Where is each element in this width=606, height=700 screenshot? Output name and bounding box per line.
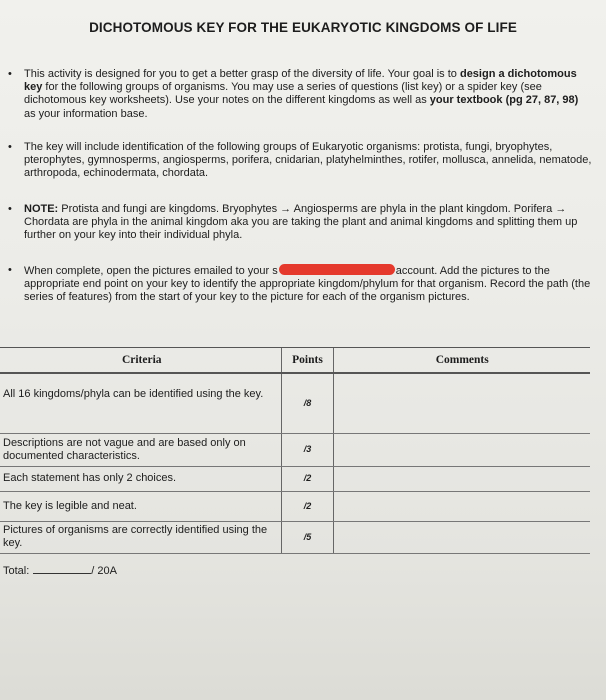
points-header: Points bbox=[281, 348, 334, 374]
criteria-cell: All 16 kingdoms/phyla can be identified using the key. bbox=[0, 373, 281, 433]
bullet-groups bbox=[8, 141, 592, 181]
points-cell: /8 bbox=[281, 373, 334, 433]
criteria-cell: The key is legible and neat. bbox=[0, 491, 281, 521]
note-text: Protista and fungi are kingdoms. Bryophytes → Angiosperms are phyla in the plant kingdom. Porifera → Chordata are phyla in the animal kingdom aka you are taking the plant and animal kingdoms and splitting them up further on your key into their individual phyla. bbox=[24, 203, 578, 242]
bullet-dot: • bbox=[8, 203, 12, 215]
comments-header: Comments bbox=[334, 348, 590, 374]
page-title: DICHOTOMOUS KEY FOR THE EUKARYOTIC KINGDOMS OF LIFE bbox=[89, 20, 517, 35]
total-label: Total: bbox=[3, 565, 30, 577]
criteria-cell: Pictures of organisms are correctly identified using the key. bbox=[0, 521, 281, 553]
table-row bbox=[0, 373, 590, 433]
intro-text-3: as your information base. bbox=[24, 107, 148, 120]
bullet-note bbox=[8, 203, 592, 243]
total-line bbox=[3, 565, 117, 577]
total-out-of: / 20A bbox=[91, 565, 117, 577]
points-cell: /2 bbox=[281, 466, 334, 491]
points-cell: /5 bbox=[281, 521, 334, 553]
instructions-text-1: When complete, open the pictures emailed to your s bbox=[24, 265, 278, 277]
groups-text: The key will include identification of the following groups of Eukaryotic organisms: protista, fungi, bryophytes, pterophytes, gymnosperms, angiosperms, porifera, cnidarian, platyhelminthes, rotifer, mollusca, annelida, nematode, arthropoda, echinodermata, chordata. bbox=[24, 141, 592, 180]
table-row bbox=[0, 491, 590, 521]
table-row bbox=[0, 433, 590, 466]
bullet-dot: • bbox=[8, 68, 12, 80]
intro-bold-2: your textbook (pg 27, 87, 98) bbox=[429, 94, 579, 107]
comments-cell bbox=[334, 373, 590, 433]
comments-cell bbox=[334, 491, 590, 521]
redaction-mark bbox=[279, 264, 395, 275]
comments-cell bbox=[334, 521, 590, 553]
intro-text-1: This activity is designed for you to get a better grasp of the diversity of life. Your goal is to bbox=[24, 68, 460, 80]
bullet-dot: • bbox=[8, 141, 12, 153]
table-row bbox=[0, 521, 590, 553]
intro-bold-1: design a dichotomous key bbox=[24, 68, 577, 94]
criteria-cell: Each statement has only 2 choices. bbox=[0, 466, 281, 491]
bullet-instructions bbox=[8, 264, 592, 305]
bullet-intro bbox=[8, 68, 592, 121]
comments-cell bbox=[334, 466, 590, 491]
comments-cell bbox=[334, 433, 590, 466]
intro-text-2: for the following groups of organisms. You may use a series of questions (list key) or a spider key (see dichotomous key worksheets). Use your notes on the different kingdoms as well as bbox=[24, 81, 542, 107]
criteria-header: Criteria bbox=[0, 348, 281, 374]
note-label: NOTE: bbox=[24, 203, 59, 215]
total-blank bbox=[33, 573, 91, 574]
criteria-cell: Descriptions are not vague and are based only on documented characteristics. bbox=[0, 433, 281, 466]
instructions-text-2: account. Add the pictures to the appropriate end point on your key to identify the appropriate kingdom/phylum for that organism. Record the path (the series of features) from the start of your key to the picture for each of the organism pictures. bbox=[24, 265, 591, 304]
table-row bbox=[0, 466, 590, 491]
rubric-table bbox=[0, 347, 590, 554]
bullet-dot: • bbox=[8, 264, 12, 276]
points-cell: /2 bbox=[281, 491, 334, 521]
rubric-header-row bbox=[0, 348, 590, 374]
points-cell: /3 bbox=[281, 433, 334, 466]
